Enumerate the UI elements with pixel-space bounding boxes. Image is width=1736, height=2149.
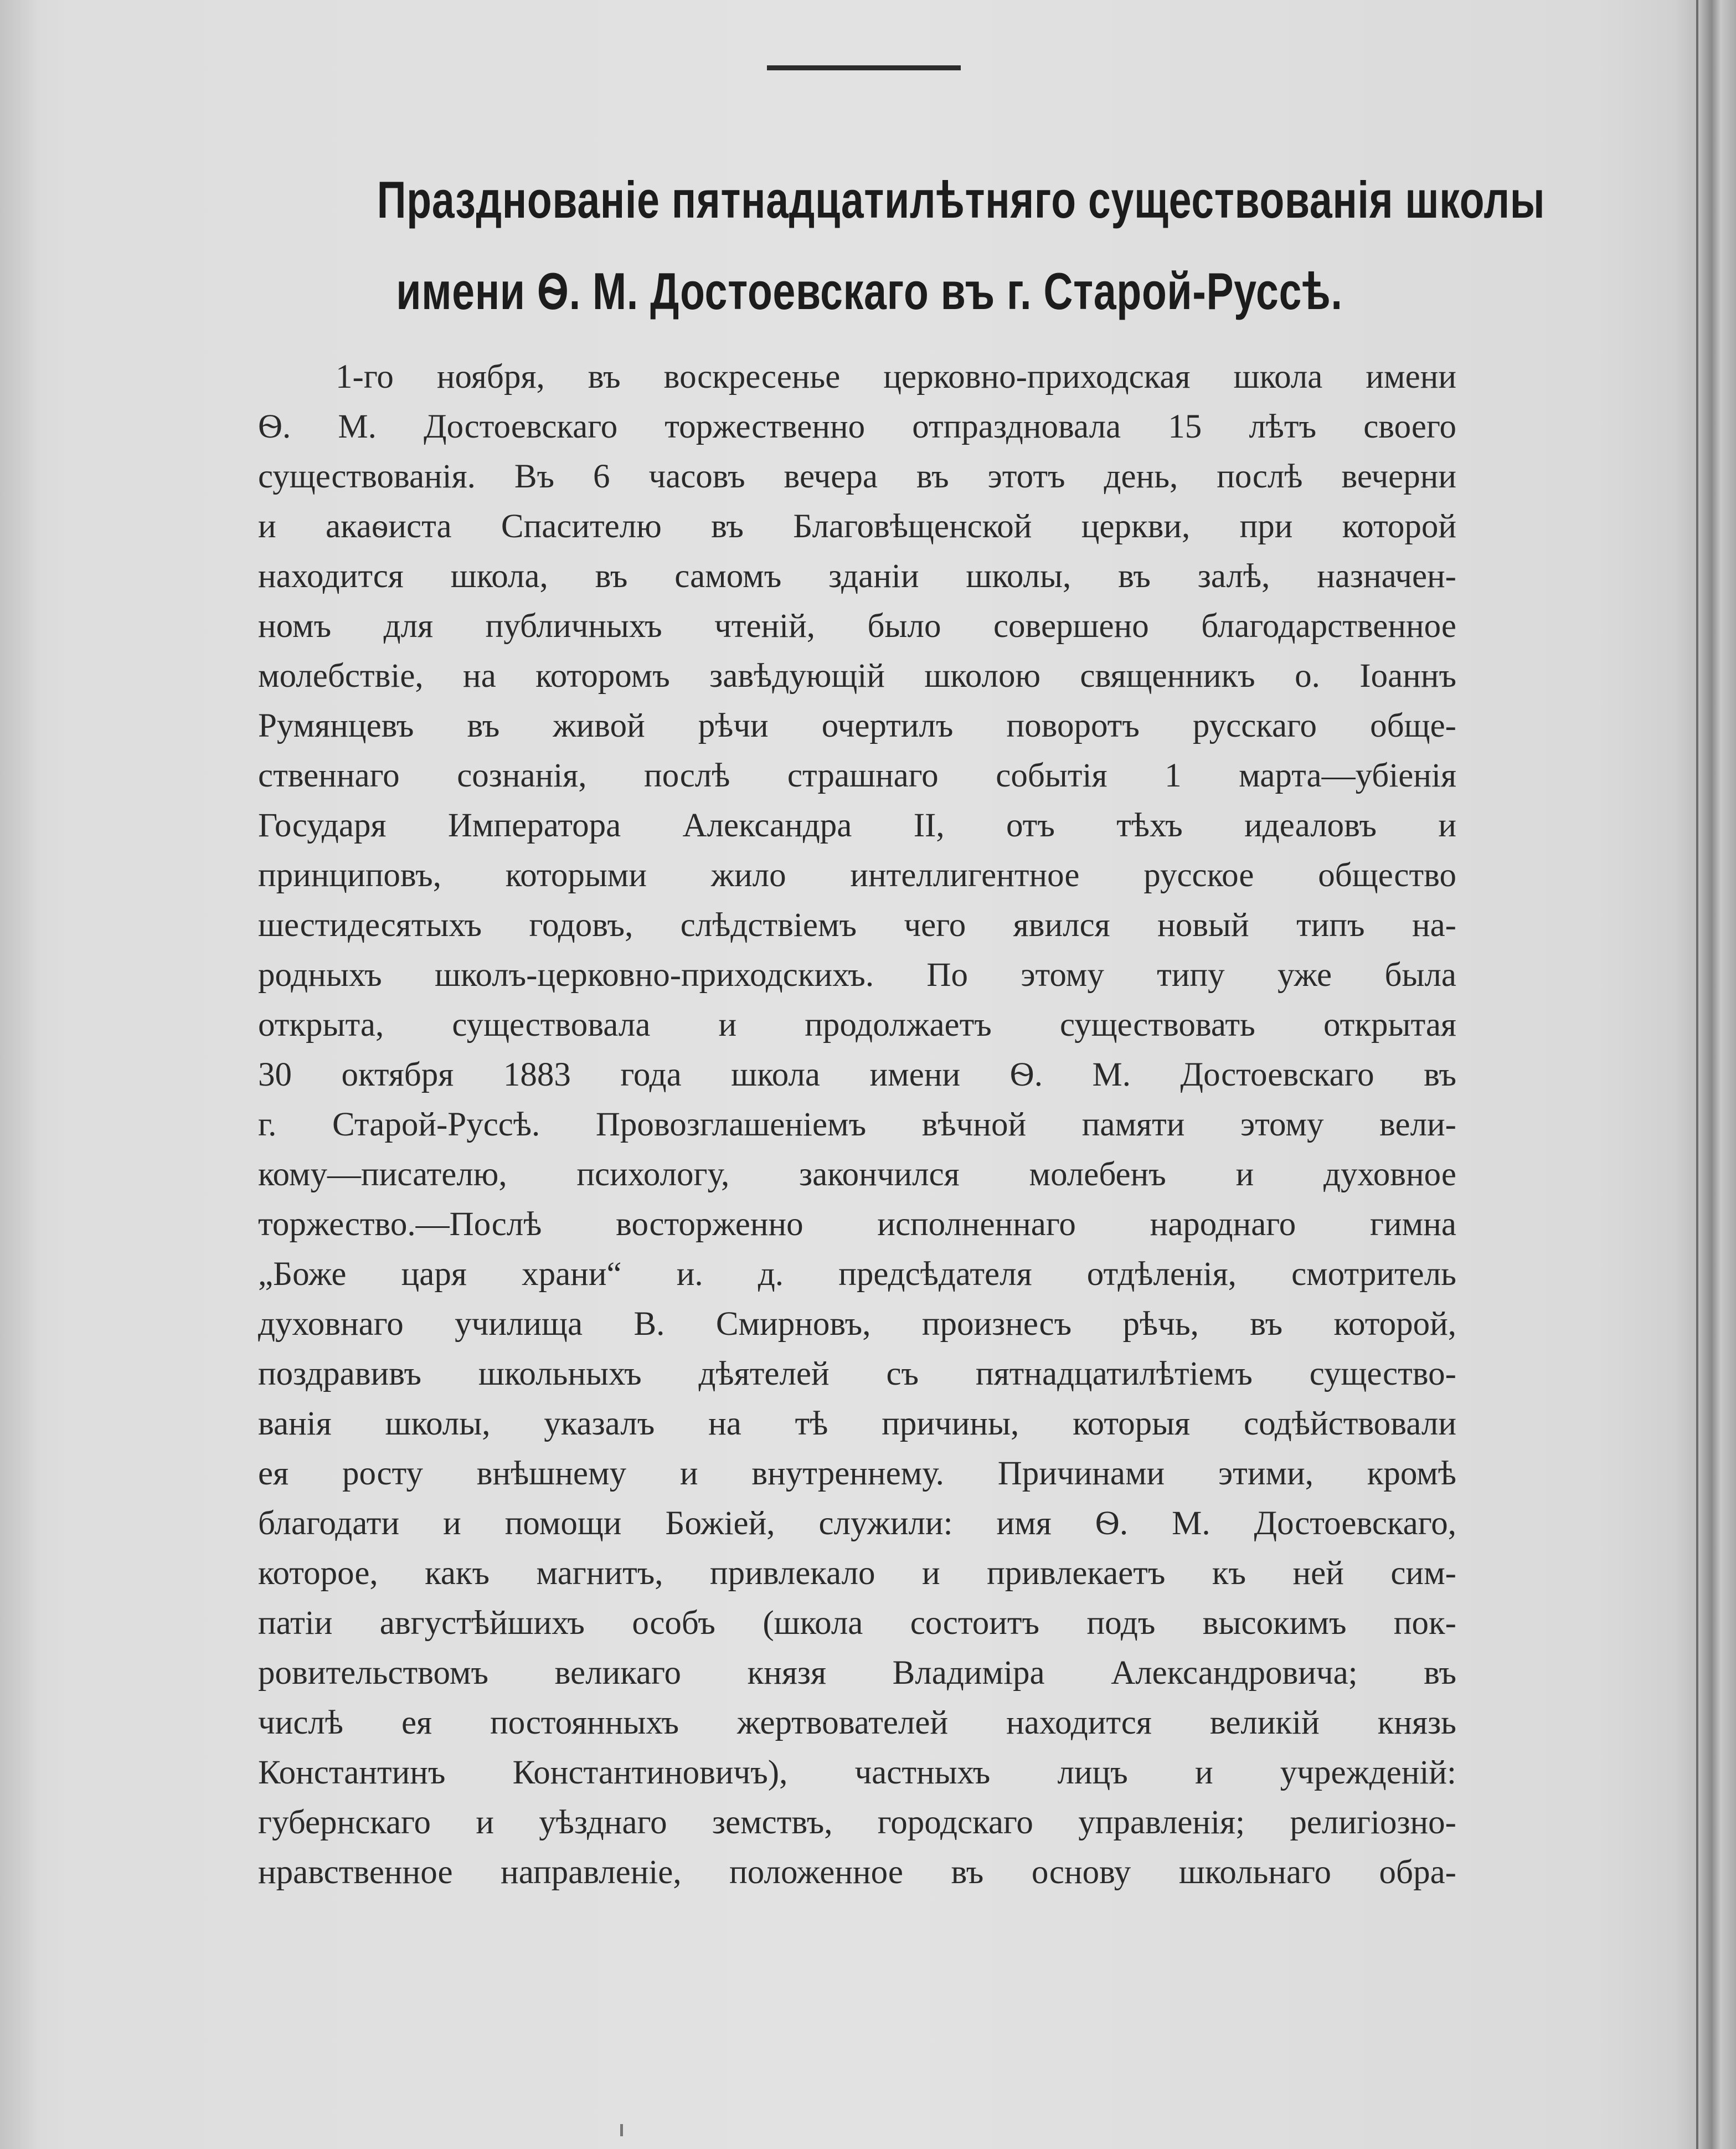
body-line: родныхъ школъ-церковно-приходскихъ. По этому типу уже была <box>258 957 1456 994</box>
body-line: Ѳ. М. Достоевскаго торжественно отпраздновала 15 лѣтъ своего <box>258 408 1456 445</box>
body-line: и акаѳиста Спасителю въ Благовѣщенской церкви, при которой <box>258 508 1456 545</box>
article-body <box>258 352 1456 1898</box>
article-title <box>377 154 1546 337</box>
body-line: г. Старой-Руссѣ. Провозглашеніемъ вѣчной памяти этому вели- <box>258 1106 1456 1143</box>
body-line: шестидесятыхъ годовъ, слѣдствіемъ чего явился новый типъ на- <box>258 907 1456 944</box>
body-line: Государя Императора Александра II, отъ тѣхъ идеаловъ и <box>258 807 1456 844</box>
title-line: имени Ѳ. М. Достоевскаго въ г. Старой-Руссѣ. <box>396 262 1343 320</box>
body-line: Константинъ Константиновичъ), частныхъ лицъ и учрежденій: <box>258 1754 1456 1791</box>
body-line: 30 октября 1883 года школа имени Ѳ. М. Достоевскаго въ <box>258 1056 1456 1093</box>
body-line: молебствіе, на которомъ завѣдующій школою священникъ о. Іоаннъ <box>258 657 1456 695</box>
body-line: принциповъ, которыми жило интеллигентное русское общество <box>258 857 1456 894</box>
body-line: которое, какъ магнитъ, привлекало и привлекаетъ къ ней сим- <box>258 1555 1456 1592</box>
title-line: Празднованіе пятнадцатилѣтняго существованія школы <box>377 171 1546 229</box>
body-line: ея росту внѣшнему и внутреннему. Причинами этими, кромѣ <box>258 1455 1456 1492</box>
section-divider-rule <box>767 65 961 70</box>
body-line: кому—писателю, психологу, закончился молебенъ и духовное <box>258 1156 1456 1193</box>
body-line: „Боже царя храни“ и. д. предсѣдателя отдѣленія, смотритель <box>258 1256 1456 1293</box>
page-edge-line <box>1696 0 1698 2149</box>
body-line: ровительствомъ великаго князя Владиміра Александровича; въ <box>258 1654 1456 1692</box>
body-line: Румянцевъ въ живой рѣчи очертилъ поворотъ русскаго обще- <box>258 707 1456 744</box>
body-line: торжество.—Послѣ восторженно исполненнаго народнаго гимна <box>258 1206 1456 1243</box>
body-line: благодати и помощи Божіей, служили: имя Ѳ. М. Достоевскаго, <box>258 1505 1456 1542</box>
body-line: патіи августѣйшихъ особъ (школа состоитъ подъ высокимъ пок- <box>258 1605 1456 1642</box>
body-line: ванія школы, указалъ на тѣ причины, которыя содѣйствовали <box>258 1405 1456 1442</box>
body-line: числѣ ея постоянныхъ жертвователей находится великій князь <box>258 1704 1456 1741</box>
body-line: находится школа, въ самомъ зданіи школы, въ залѣ, назначен- <box>258 558 1456 595</box>
scan-speck <box>620 2124 623 2136</box>
body-line: духовнаго училища В. Смирновъ, произнесъ рѣчь, въ которой, <box>258 1305 1456 1343</box>
body-line: открыта, существовала и продолжаетъ существовать открытая <box>258 1006 1456 1043</box>
book-spine-edge <box>1675 0 1736 2149</box>
body-line: губернскаго и уѣзднаго земствъ, городскаго управленія; религіозно- <box>258 1804 1456 1841</box>
body-line: нравственное направленіе, положенное въ основу школьнаго обра- <box>258 1854 1456 1891</box>
body-line: номъ для публичныхъ чтеній, было совершено благодарственное <box>258 608 1456 645</box>
page-left-shadow <box>0 0 39 2149</box>
body-line: поздравивъ школьныхъ дѣятелей съ пятнадцатилѣтіемъ существо- <box>258 1355 1456 1392</box>
body-line: существованія. Въ 6 часовъ вечера въ этотъ день, послѣ вечерни <box>258 458 1456 495</box>
body-line: 1-го ноября, въ воскресенье церковно-приходская школа имени <box>336 358 1456 395</box>
body-line: ственнаго сознанія, послѣ страшнаго событія 1 марта—убіенія <box>258 757 1456 794</box>
